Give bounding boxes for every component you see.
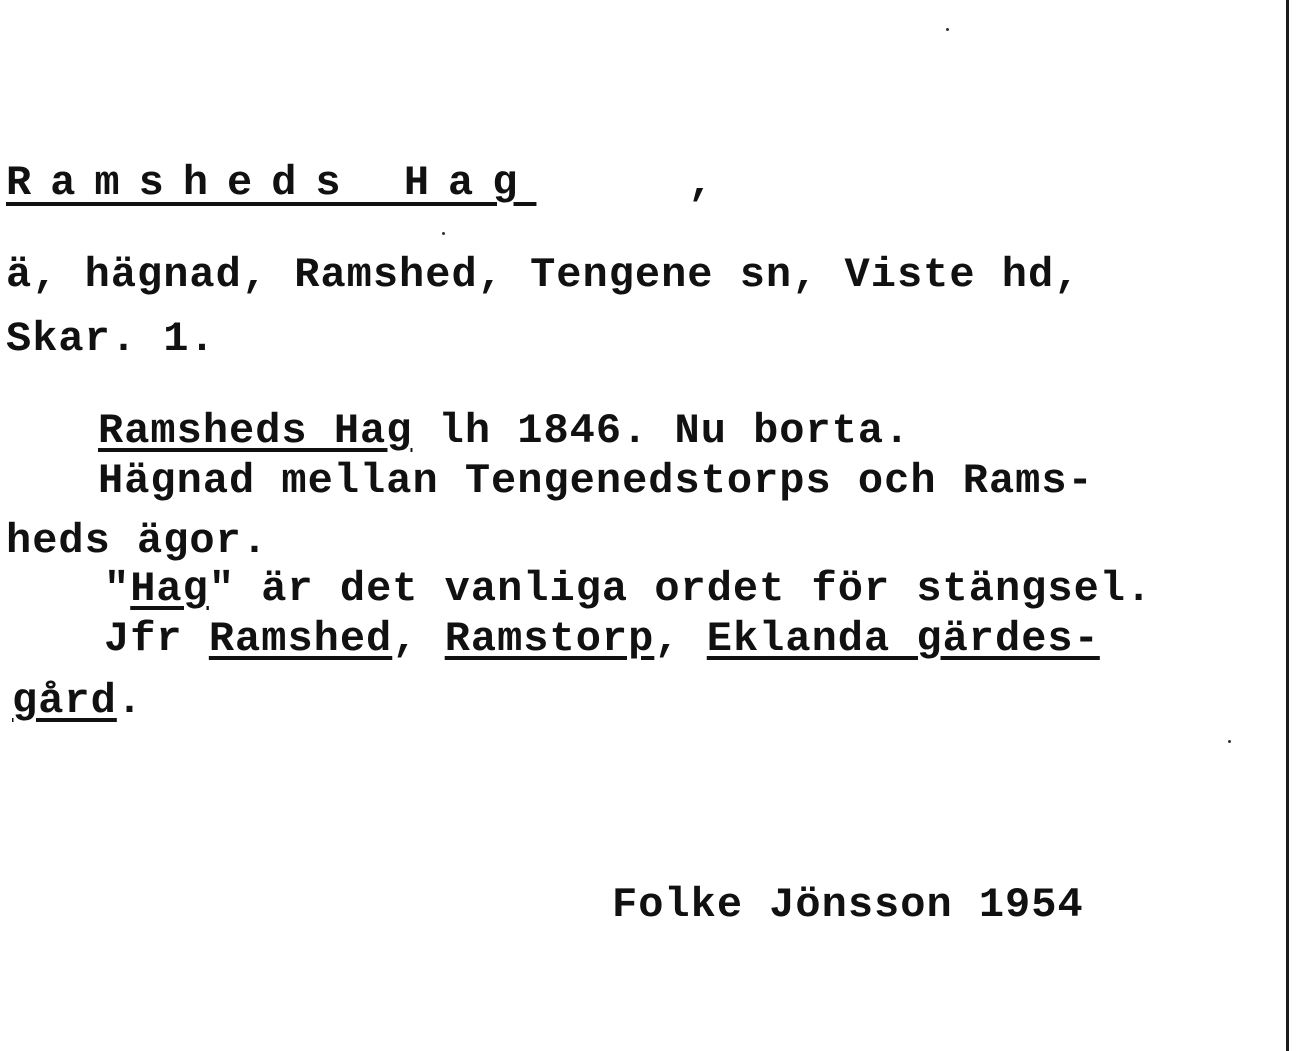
reference-continuation: [12, 676, 143, 726]
end-punct: .: [116, 677, 144, 725]
reference-ramshed: Ramshed: [208, 615, 393, 663]
card-title: Ramsheds Hag: [6, 159, 537, 207]
dust-speck: [946, 28, 949, 31]
jfr-prefix: Jfr: [104, 615, 209, 663]
text-line-1: Hägnad mellan Tengenedstorps och Rams-: [98, 457, 1094, 505]
quote-rest: " är det vanliga ordet för stängsel.: [208, 565, 1153, 613]
signature: Folke Jönsson 1954: [612, 881, 1084, 929]
dust-speck: [442, 232, 445, 235]
source-name: Ramsheds Hag: [98, 407, 413, 455]
quote-line: [104, 564, 1152, 614]
source-line: [98, 406, 910, 456]
reference-sep-1: ,: [392, 615, 445, 663]
quote-word: Hag: [130, 565, 209, 613]
reference-sep-2: ,: [654, 615, 707, 663]
dust-speck: [1228, 740, 1231, 743]
description-line-1: ä, hägnad, Ramshed, Tengene sn, Viste hd,: [6, 251, 1081, 299]
card-edge-line: [1286, 0, 1289, 1051]
quote-open: ": [104, 565, 131, 613]
reference-line: [104, 614, 1100, 664]
description-line-2: Skar. 1.: [6, 315, 216, 363]
reference-ramstorp: Ramstorp: [444, 615, 655, 663]
source-rest: lh 1846. Nu borta.: [412, 407, 911, 455]
text-line-2: heds ägor.: [6, 517, 269, 565]
reference-eklanda-part2: gård: [12, 677, 117, 725]
reference-eklanda-part1: Eklanda gärdes-: [706, 615, 1100, 663]
card-title-punct: ,: [688, 159, 714, 207]
